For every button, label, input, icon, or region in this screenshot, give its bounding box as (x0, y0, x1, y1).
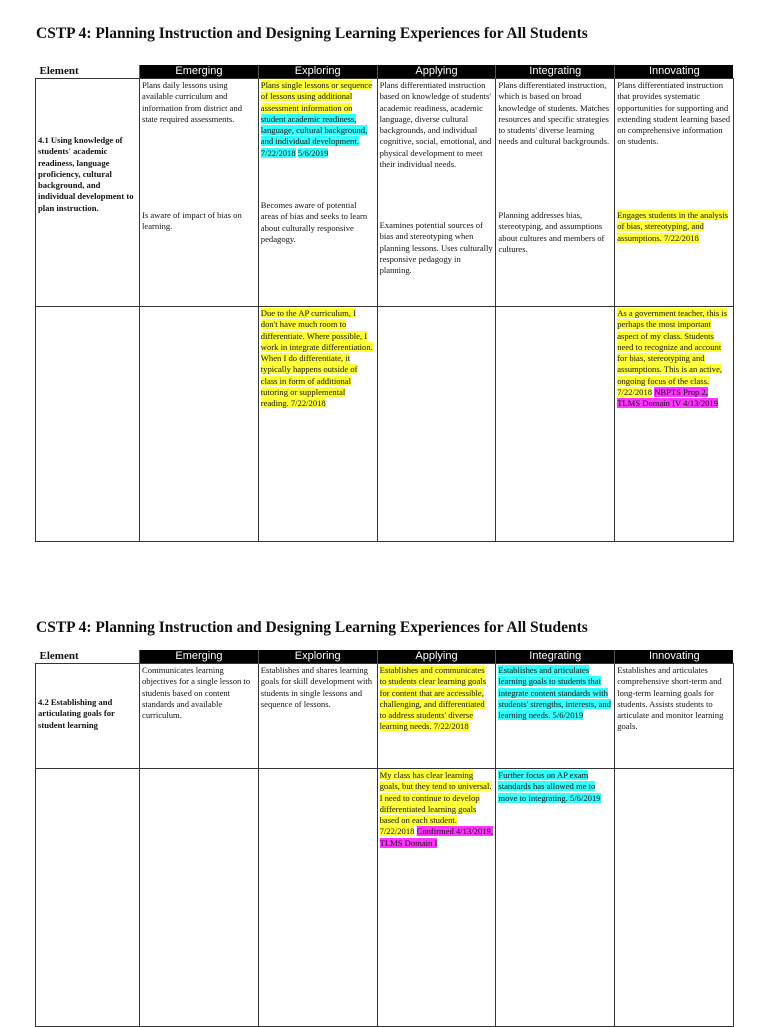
integrating-cell (496, 79, 615, 307)
evidence-row (36, 307, 734, 542)
emerging-cell (140, 79, 259, 307)
evidence-exploring-cell (258, 307, 377, 542)
integrating-cell-2 (496, 664, 615, 769)
exploring-date-2: 5/6/2019 (297, 147, 329, 158)
applying-text-a: Plans differentiated instruction based on knowledge of students' academic readiness, academic language, diverse cultural backgrounds, and individual cognitive, social, emotional, and physical development to meet their individual needs. (379, 80, 492, 170)
exploring-text-a-cyan: student academic readiness, language, cultural background, and individual development. 7/22/2018 (260, 113, 368, 158)
descriptor-row (36, 79, 734, 307)
rubric-table-4-2 (35, 650, 734, 1027)
exploring-text-b: Becomes aware of potential areas of bias and seeks to learn about culturally responsive pedagogy. (260, 200, 368, 244)
evidence-emerging-cell-2 (140, 769, 259, 1027)
evidence-applying-cell (377, 307, 496, 542)
evidence-innovating-cell (615, 307, 734, 542)
exploring-cell-2: Establishes and shares learning goals for skill development with students in single lessons and sequence of lessons. (258, 664, 377, 769)
level-header-innovating-2: Innovating (615, 650, 734, 664)
applying-cell (377, 79, 496, 307)
exploring-text-a-highlight: Plans single lessons or sequence of lessons using additional assessment information on (260, 80, 373, 113)
integrating-text-a: Plans differentiated instruction, which is based on broad knowledge of students. Matches resources and specific strategies to students' diverse learning needs and cultural backgrounds. (498, 80, 610, 147)
header-row (36, 65, 734, 79)
level-header-emerging: Emerging (140, 65, 259, 79)
level-header-applying-2: Applying (377, 650, 496, 664)
evidence-exploring-text: Due to the AP curriculum, I don't have much room to differentiate. Where possible, I work in integrate differentiation. When I do differentiate, it typically happens outside of class in form of additional tutoring or supplemental reading. 7/22/2018 (260, 308, 373, 409)
innovating-text-a: Plans differentiated instruction that provides systematic opportunities for supporting and extending student learning based on comprehensive information on students. (617, 80, 731, 147)
element-header-2: Element (36, 650, 140, 664)
evidence-emerging-cell (140, 307, 259, 542)
element-cell (36, 79, 140, 307)
level-header-applying: Applying (377, 65, 496, 79)
innovating-cell-2: Establishes and articulates comprehensive short-term and long-term learning goals for students. Assists students to articulate and monitor learning goals. (615, 664, 734, 769)
element-header: Element (36, 65, 140, 79)
evidence-element-cell (36, 307, 140, 542)
evidence-innovating-cell-2 (615, 769, 734, 1027)
level-header-exploring: Exploring (258, 65, 377, 79)
level-header-integrating-2: Integrating (496, 650, 615, 664)
emerging-text-b: Is aware of impact of bias on learning. (142, 210, 242, 232)
level-header-exploring-2: Exploring (258, 650, 377, 664)
page-title-1: CSTP 4: Planning Instruction and Designing Learning Experiences for All Students (36, 25, 588, 42)
evidence-innovating-reference: NBPTS Prop 2, TLMS Domain IV 4/13/2019 (617, 387, 719, 409)
evidence-applying-cell-2 (377, 769, 496, 1027)
element-text-2: 4.2 Establishing and articulating goals for student learning (38, 697, 115, 730)
evidence-integrating-text: Further focus on AP exam standards has allowed me to move to integrating. 5/6/2019 (498, 770, 601, 803)
applying-cell-2 (377, 664, 496, 769)
element-cell-2 (36, 664, 140, 769)
rubric-table-4-1 (35, 65, 734, 542)
element-text: 4.1 Using knowledge of students' academic readiness, language proficiency, cultural background, and individual development to plan instruction. (38, 135, 134, 213)
level-header-innovating: Innovating (615, 65, 734, 79)
innovating-text-b: Engages students in the analysis of bias, stereotyping, and assumptions. 7/22/2018 (617, 210, 728, 243)
integrating-text-b: Planning addresses bias, stereotyping, and assumptions about cultures and members of cultures. (498, 210, 605, 254)
exploring-cell (258, 79, 377, 307)
page-title-2: CSTP 4: Planning Instruction and Designing Learning Experiences for All Students (36, 619, 588, 636)
applying-text-2: Establishes and communicates to students clear learning goals for content that are accessible, challenging, and differentiated to address students' diverse learning needs. 7/22/2018 (379, 665, 487, 732)
evidence-innovating-text: As a government teacher, this is perhaps the most important aspect of my class. Students need to recognize and account for bias, stereotyping and assumptions. This is an active, ongoing focus of the class. 7/22/2018 (617, 308, 728, 398)
evidence-applying-reference: Confirmed 4/13/2019, TLMS Domain I (379, 826, 493, 848)
level-header-integrating: Integrating (496, 65, 615, 79)
evidence-applying-text: My class has clear learning goals, but they tend to universal. I need to continue to develop differentiated learning goals based on each student. 7/22/2018 (379, 770, 492, 837)
innovating-cell (615, 79, 734, 307)
emerging-text-a: Plans daily lessons using available curriculum and information from district and state required assessments. (142, 80, 242, 124)
applying-text-b: Examines potential sources of bias and stereotyping when planning lessons. Uses culturally responsive pedagogy in planning. (379, 220, 493, 276)
level-header-emerging-2: Emerging (140, 650, 259, 664)
evidence-exploring-cell-2 (258, 769, 377, 1027)
evidence-row-2 (36, 769, 734, 1027)
evidence-integrating-cell-2 (496, 769, 615, 1027)
emerging-cell-2: Communicates learning objectives for a single lesson to students based on content standards and available curriculum. (140, 664, 259, 769)
evidence-integrating-cell (496, 307, 615, 542)
descriptor-row-2 (36, 664, 734, 769)
header-row-2 (36, 650, 734, 664)
integrating-text-2: Establishes and articulates learning goals to students that integrate content standards with students' strengths, interests, and learning needs. 5/6/2019 (498, 665, 611, 721)
evidence-element-cell-2 (36, 769, 140, 1027)
